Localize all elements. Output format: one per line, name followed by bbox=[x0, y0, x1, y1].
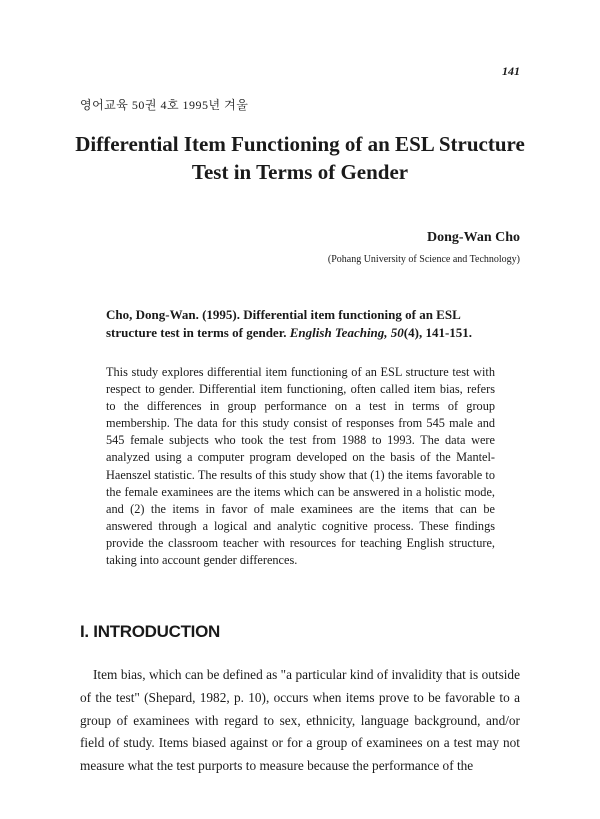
page-number: 141 bbox=[502, 64, 520, 78]
citation-journal: English Teaching, 50 bbox=[289, 325, 404, 340]
section-heading: I. INTRODUCTION bbox=[80, 622, 220, 641]
body-text bbox=[80, 664, 520, 778]
author-affiliation: (Pohang University of Science and Technology) bbox=[327, 254, 520, 265]
author-name: Dong-Wan Cho bbox=[427, 230, 520, 245]
body-paragraph: Item bias, which can be defined as "a particular kind of invalidity that is outside of the test" (Shepard, 1982, p. 10), occurs when items prove to be favorable to a group of examinees with regard to sex, ethnicity, language background, and/or field of study. Items biased against or for a group of examinees on a test may not measure what the test purports to measure because the performance of the bbox=[80, 667, 520, 774]
citation-suffix: (4), 141-151. bbox=[403, 325, 473, 340]
abstract-text: This study explores differential item functioning of an ESL structure test with respect to gender. Differential item functioning, often called item bias, refers to the differences in group performance on a test in terms of group membership. The data for this study consist of responses from 545 male and 545 female subjects who took the test from 1988 to 1993. The data were analyzed using a computer program developed on the basis of the Mantel-Haenszel statistic. The results of this study show that (1) the items favorable to the female examinees are the items which can be answered in a holistic mode, and (2) the items in favor of male examinees are the items that can be answered through a logical and analytic cognitive process. These findings provide the classroom teacher with resources for teaching English structure, taking into account gender differences. bbox=[106, 365, 495, 568]
article-title: Differential Item Functioning of an ESL Structure Test in Terms of Gender bbox=[75, 132, 525, 184]
citation-block bbox=[106, 306, 496, 342]
journal-header: 영어교육 50권 4호 1995년 겨울 bbox=[80, 98, 249, 112]
citation-prefix: Cho, Dong-Wan. (1995). Differential item functioning of an ESL structure test in terms of gender. bbox=[106, 307, 461, 340]
